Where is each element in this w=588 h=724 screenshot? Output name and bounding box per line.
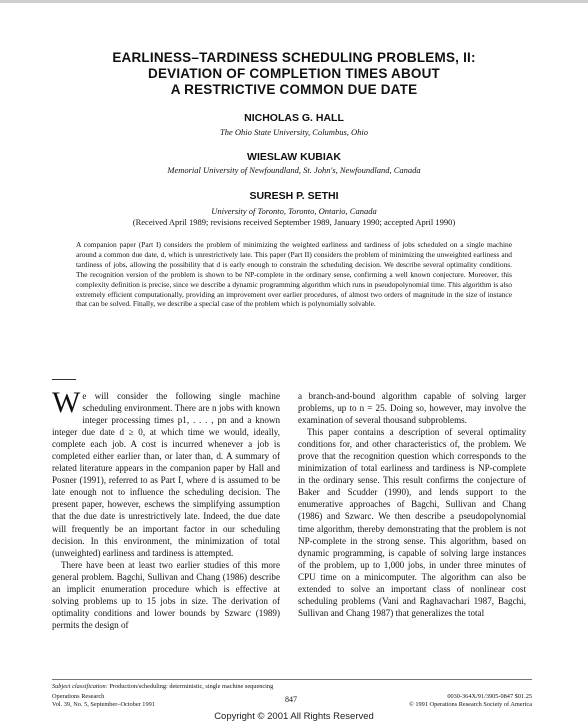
subject-text: Production/scheduling: deterministic, single machine sequencing — [107, 683, 274, 690]
journal-name: Operations Research — [52, 693, 105, 700]
paragraph-text: e will consider the following single machine scheduling environment. There are n jobs with known integer processing times p1, . . . , pn and a known integer due date d ≥ 0, at which time we would, ideally, complete each job. A cost is incurred whenever a job is completed either earlier than, or later than, d. A summary of related literature appears in the companion paper by Hall and Posner (1991), referred to as Part I, where d is assumed to be late enough not to influence the scheduling decision. The present paper, however, eschews the simplifying assumption that the due date is unrestrictively late. Indeed, the due date will frequently be an important factor in our scheduling decision. In this environment, the minimization of total (unweighted) earliness and tardiness is attempted. — [52, 391, 280, 558]
copyright-notice: Copyright © 2001 All Rights Reserved — [214, 711, 374, 722]
scan-top-edge — [0, 0, 588, 3]
publisher-info — [372, 693, 532, 708]
received-dates: (Received April 1989; revisions received September 1989, January 1990; accepted April 1990) — [132, 217, 456, 227]
society-copyright: © 1991 Operations Research Society of America — [409, 700, 532, 708]
paragraph: a branch-and-bound algorithm capable of solving larger problems, up to n = 25. Doing so, however, may involve the examination of several thousand subproblems. — [298, 391, 526, 426]
subject-label: Subject classification: — [52, 683, 108, 690]
paper-title — [40, 50, 548, 98]
issn: 0030-364X/91/3905-0847 $01.25 — [447, 693, 532, 700]
paragraph — [52, 386, 280, 559]
title-line: EARLINESS–TARDINESS SCHEDULING PROBLEMS, II: — [112, 50, 476, 65]
section-rule — [52, 379, 76, 380]
drop-cap: W — [52, 386, 81, 419]
author-affiliation: The Ohio State University, Columbus, Ohio — [219, 127, 369, 137]
paragraph: This paper contains a description of several optimality conditions for, and other characteristics of, the problem. We prove that the recognition question which corresponds to the minimization of total earliness and tardiness is NP-complete in the ordinary sense. This result confirms the conjecture of Baker and Scudder (1990), and lends support to the enumerative approaches of Bagchi, Sullivan and Chang (1986) and Szwarc. We then describe a pseudopolynomial time algorithm, thereby demonstrating that the problem is not NP-complete in the strong sense. This algorithm, based on dynamic programming, is capable of solving large instances of the problem, up to 1,000 jobs, in under three minutes of CPU time on a minicomputer. The algorithm can also be extended to solve an important class of nonlinear cost scheduling problems (Vani and Raghavachari 1987, Bagchi, Sullivan and Chang 1987) that generalizes the total — [298, 427, 526, 618]
subject-classification — [52, 683, 273, 690]
journal-info — [52, 693, 155, 708]
author-affiliation: University of Toronto, Toronto, Ontario, Canada — [211, 206, 377, 216]
abstract: A companion paper (Part I) considers the problem of minimizing the weighted earliness and tardiness of jobs scheduled on a single machine around a common due date, d, which is unrestrictively late. This paper (Part II) considers the problem of minimizing the unweighted earliness and tardiness of jobs, allowing the possibility that d is early enough to constrain the scheduling decision. We describe several optimality conditions. The recognition version of the problem is shown to be NP-complete in the ordinary sense, confirming a well known conjecture. Moreover, this complexity definition is precise, since we describe a dynamic programming algorithm which runs in pseudopolynomial time. This algorithm is also extremely efficient computationally, providing an improvement over earlier procedures, of almost two orders of magnitude in the size of instance that can be solved. Finally, we describe a special case of the problem which is polynomially solvable. — [76, 240, 512, 309]
page-number: 847 — [285, 695, 297, 704]
author-affiliation: Memorial University of Newfoundland, St. John's, Newfoundland, Canada — [167, 165, 421, 175]
journal-volume: Vol. 39, No. 5, September–October 1991 — [52, 700, 155, 708]
paragraph: There have been at least two earlier studies of this more general problem. Bagchi, Sullivan and Chang (1986) describe an implicit enumeration procedure which is effective at solving problems up to 15 jobs in size. The derivation of optimality conditions and lower bounds by Szwarc (1989) permits the design of — [52, 559, 280, 630]
footer-rule — [52, 679, 532, 680]
body-column-right — [298, 390, 526, 619]
title-line: A RESTRICTIVE COMMON DUE DATE — [170, 82, 418, 97]
title-line: DEVIATION OF COMPLETION TIMES ABOUT — [148, 66, 440, 81]
author-name: WIESLAW KUBIAK — [247, 151, 341, 163]
author-name: NICHOLAS G. HALL — [244, 112, 344, 124]
author-name: SURESH P. SETHI — [249, 190, 339, 202]
body-column-left — [52, 386, 280, 631]
